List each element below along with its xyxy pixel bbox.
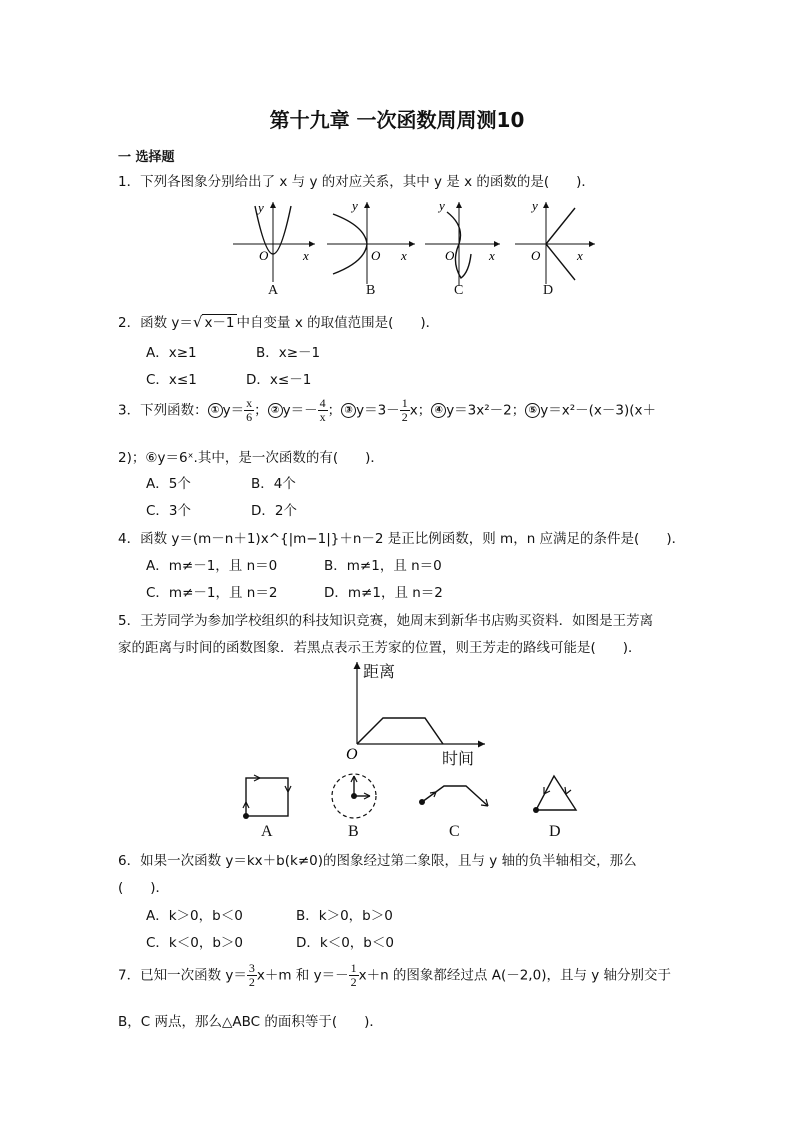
q3-sep-1: ； [254, 402, 268, 419]
q3-item-3-fraction [400, 397, 410, 424]
q3-item-1-lhs: y＝ [222, 402, 245, 419]
q7-fraction-1-numerator: 3 [248, 961, 255, 975]
q1-graph-d [515, 198, 595, 284]
q3-item-3-marker: ③ [341, 403, 356, 418]
q3-sep-3: ； [417, 402, 432, 419]
question-6-line-2: ( )． [118, 880, 170, 896]
q5-route-label-b: B [348, 823, 359, 840]
q6-option-d[interactable]: D．k＜0，b＜0 [296, 935, 394, 951]
svg-text:x: x [401, 248, 407, 263]
question-6-line-1: 6．如果一次函数 y＝kx＋b(k≠0)的图象经过第二象限，且与 y 轴的负半轴相交，那么 [118, 853, 637, 869]
q4-option-d[interactable]: D．m≠1，且 n＝2 [324, 585, 443, 601]
q3-sep-2: ； [327, 402, 342, 419]
q3-item-2-numerator: 4 [319, 396, 326, 410]
question-4-text: 4．函数 y＝(m－n＋1)x^{|m−1|}＋n－2 是正比例函数，则 m，n 应满足的条件是( )． [118, 531, 686, 547]
q3-intro: 3．下列函数： [118, 402, 208, 419]
question-2-text: 2．函数 y＝√ x－1 中自变量 x 的取值范围是( )． [118, 313, 440, 331]
svg-text:y: y [439, 198, 445, 213]
q3-item-1-fraction [244, 397, 254, 424]
svg-text:y: y [532, 198, 538, 213]
q5-route-d [533, 776, 576, 813]
q3-option-c[interactable]: C．3个 [146, 503, 192, 519]
q3-item-4-expr: y＝3x²－2； [446, 402, 526, 419]
q5-route-label-d: D [549, 823, 561, 840]
q3-item-2-fraction [318, 397, 328, 424]
q3-option-d[interactable]: D．2个 [251, 503, 297, 519]
question-7-line-1 [118, 962, 671, 989]
q3-item-5-marker: ⑤ [525, 403, 540, 418]
q5-route-c [419, 786, 488, 806]
q3-item-1-denominator: 6 [246, 410, 253, 424]
question-3-line-1 [118, 397, 656, 424]
svg-text:O: O [445, 248, 455, 263]
page-title: 第十九章 一次函数周周测10 [269, 108, 525, 132]
svg-text:x: x [303, 248, 309, 263]
q1-graph-a [233, 200, 315, 282]
q1-label-b: B [366, 283, 376, 298]
q7-fraction-2 [349, 962, 359, 989]
q5-route-label-a: A [261, 823, 273, 840]
q3-item-3-var: x [409, 402, 418, 419]
q6-option-a[interactable]: A．k＞0，b＜0 [146, 908, 243, 924]
q5-route-a [243, 775, 291, 819]
q3-option-b[interactable]: B．4个 [251, 476, 296, 492]
q1-label-d: D [543, 283, 554, 298]
q7-tail: x＋n 的图象都经过点 A(－2,0)，且与 y 轴分别交于 [358, 967, 672, 984]
q5-route-label-c: C [449, 823, 460, 840]
q7-fraction-1 [247, 962, 257, 989]
q2-option-b[interactable]: B．x≥－1 [256, 345, 321, 361]
q4-option-c[interactable]: C．m≠－1，且 n＝2 [146, 585, 278, 601]
question-7-line-2: B，C 两点，那么△ABC 的面积等于( )． [118, 1014, 383, 1030]
svg-text:y: y [258, 200, 264, 215]
question-3-line-2: 2)；⑥y＝6ˣ.其中，是一次函数的有( )． [118, 450, 384, 466]
q1-graph-c [425, 198, 500, 286]
q7-fraction-1-denominator: 2 [248, 975, 255, 989]
q5-y-axis-label: 距离 [363, 662, 396, 681]
q3-item-5-expr: y＝x²－(x－3)(x＋ [540, 402, 657, 419]
question-5-line-2: 家的距离与时间的函数图象．若黑点表示王芳家的位置，则王芳走的路线可能是( )． [118, 640, 642, 656]
svg-text:O: O [371, 248, 381, 263]
q5-x-axis-label: 时间 [442, 749, 475, 768]
q3-item-3-numerator: 1 [401, 396, 408, 410]
q7-middle: x＋m 和 y＝－ [256, 967, 349, 984]
q3-option-a[interactable]: A．5个 [146, 476, 191, 492]
q5-origin-label: O [346, 746, 358, 763]
svg-text:O: O [531, 248, 541, 263]
q3-item-2-marker: ② [268, 403, 283, 418]
svg-text:O: O [259, 248, 269, 263]
q1-label-a: A [268, 283, 279, 298]
q2-suffix: 中自变量 x 的取值范围是( )． [236, 315, 440, 331]
q4-option-a[interactable]: A．m≠－1，且 n＝0 [146, 558, 278, 574]
svg-text:y: y [352, 198, 358, 213]
question-5-line-1: 5．王芳同学为参加学校组织的科技知识竞赛，她周末到新华书店购买资料．如图是王芳离 [118, 613, 654, 629]
q5-route-figures [230, 770, 590, 822]
q2-prefix: 2．函数 y＝ [118, 315, 193, 331]
svg-text:x: x [577, 248, 583, 263]
q7-fraction-2-denominator: 2 [350, 975, 357, 989]
q3-item-3-denominator: 2 [401, 410, 408, 424]
q3-item-2-lhs: y＝－ [282, 402, 318, 419]
q6-option-b[interactable]: B．k＞0，b＞0 [296, 908, 393, 924]
q7-fraction-2-numerator: 1 [350, 961, 357, 975]
q2-radicand: x－1 [204, 315, 235, 331]
q2-option-c[interactable]: C．x≤1 [146, 372, 197, 388]
q3-item-2-denominator: x [319, 410, 326, 424]
svg-text:x: x [489, 248, 495, 263]
q5-route-b [332, 774, 376, 818]
q1-graph-b [327, 198, 415, 284]
q3-item-1-marker: ① [208, 403, 223, 418]
q4-option-b[interactable]: B．m≠1，且 n＝0 [324, 558, 442, 574]
q3-item-3-lhs: y＝3－ [356, 402, 400, 419]
q6-option-c[interactable]: C．k＜0，b＞0 [146, 935, 243, 951]
q2-option-d[interactable]: D．x≤－1 [246, 372, 312, 388]
q3-item-4-marker: ④ [431, 403, 446, 418]
q1-label-c: C [454, 283, 464, 298]
q7-intro: 7．已知一次函数 y＝ [118, 967, 247, 984]
section-heading: 一 选择题 [118, 150, 175, 165]
question-1-text: 1．下列各图象分别给出了 x 与 y 的对应关系，其中 y 是 x 的函数的是( )． [118, 174, 595, 190]
q2-option-a[interactable]: A．x≥1 [146, 345, 197, 361]
q3-item-1-numerator: x [246, 396, 253, 410]
